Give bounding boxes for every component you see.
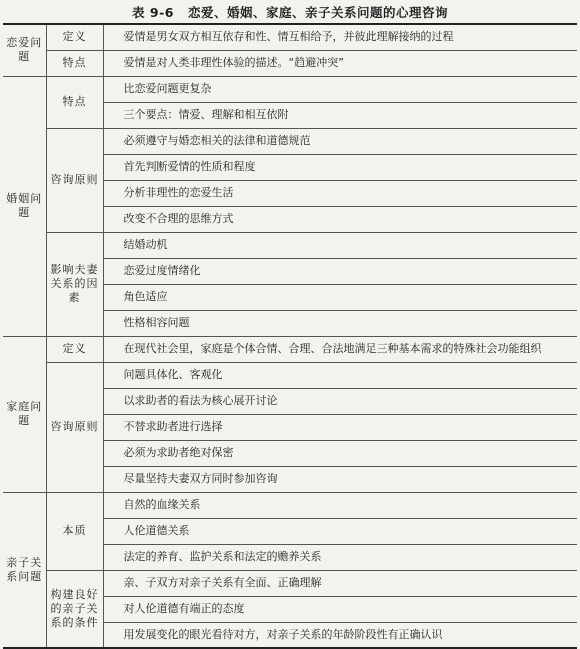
content-cell: 对人伦道德有端正的态度 <box>103 596 577 622</box>
subcategory-cell: 构建良好的亲子关系的条件 <box>46 570 103 648</box>
table-row <box>3 76 577 102</box>
content-cell: 法定的养育、监护关系和法定的赡养关系 <box>103 544 577 570</box>
content-cell: 用发展变化的眼光看待对方，对亲子关系的年龄阶段性有正确认识 <box>103 622 577 648</box>
content-cell: 亲、子双方对亲子关系有全面、正确理解 <box>103 570 577 596</box>
subcategory-cell: 咨询原则 <box>46 128 103 232</box>
content-cell: 在现代社会里，家庭是个体合情、合理、合法地满足三种基本需求的特殊社会功能组织 <box>103 336 577 362</box>
subcategory-cell: 定义 <box>46 336 103 362</box>
content-cell: 比恋爱问题更复杂 <box>103 76 577 102</box>
subcategory-cell: 本质 <box>46 492 103 570</box>
subcategory-cell: 影响夫妻关系的因素 <box>46 232 103 336</box>
subcategory-cell: 定义 <box>46 24 103 50</box>
content-cell: 性格相容问题 <box>103 310 577 336</box>
table-row <box>3 50 577 76</box>
table-row <box>3 570 577 596</box>
table-row <box>3 492 577 518</box>
category-cell: 家庭问题 <box>3 336 46 492</box>
content-cell: 恋爱过度情绪化 <box>103 258 577 284</box>
category-cell: 恋爱问题 <box>3 24 46 76</box>
table-row <box>3 336 577 362</box>
content-cell: 自然的血缘关系 <box>103 492 577 518</box>
table-caption <box>0 3 580 23</box>
content-cell: 必须遵守与婚恋相关的法律和道德规范 <box>103 128 577 154</box>
category-cell: 婚姻问题 <box>3 76 46 336</box>
content-cell: 三个要点：情爱、理解和相互依附 <box>103 102 577 128</box>
table-row <box>3 232 577 258</box>
table-row <box>3 362 577 388</box>
content-cell: 必须为求助者绝对保密 <box>103 440 577 466</box>
subcategory-cell: 特点 <box>46 50 103 76</box>
content-cell: 改变不合理的思维方式 <box>103 206 577 232</box>
content-cell: 不替求助者进行选择 <box>103 414 577 440</box>
content-cell: 分析非理性的恋爱生活 <box>103 180 577 206</box>
category-cell: 亲子关系问题 <box>3 492 46 648</box>
content-cell: 尽量坚持夫妻双方同时参加咨询 <box>103 466 577 492</box>
table-title: 恋爱、婚姻、家庭、亲子关系问题的心理咨询 <box>187 5 448 20</box>
content-cell: 首先判断爱情的性质和程度 <box>103 154 577 180</box>
content-cell: 问题具体化、客观化 <box>103 362 577 388</box>
content-cell: 爱情是对人类非理性体验的描述。“趋避冲突” <box>103 50 577 76</box>
table-number: 表 9-6 <box>132 5 174 20</box>
subcategory-cell: 特点 <box>46 76 103 128</box>
table-row <box>3 128 577 154</box>
table-row <box>3 24 577 50</box>
counseling-table <box>3 23 577 649</box>
content-cell: 人伦道德关系 <box>103 518 577 544</box>
content-cell: 爱情是男女双方相互依存和性、情互相给予，并彼此理解接纳的过程 <box>103 24 577 50</box>
content-cell: 角色适应 <box>103 284 577 310</box>
subcategory-cell: 咨询原则 <box>46 362 103 492</box>
content-cell: 以求助者的看法为核心展开讨论 <box>103 388 577 414</box>
content-cell: 结婚动机 <box>103 232 577 258</box>
